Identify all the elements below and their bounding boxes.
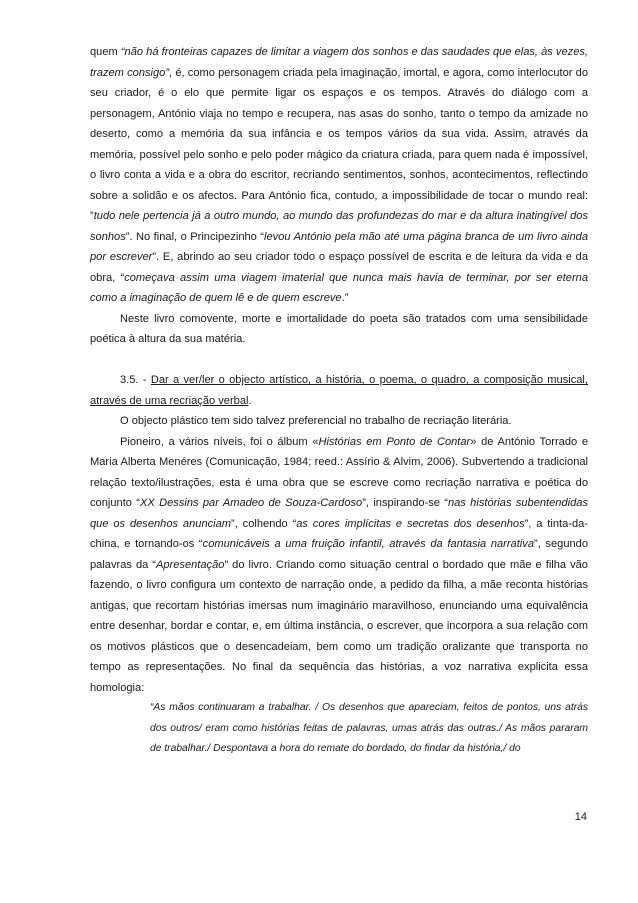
book-title: Histórias em Ponto de Contar [318,435,471,448]
paragraph: O objecto plástico tem sido talvez preferencial no trabalho de recriação literária. [120,415,512,427]
paragraph [90,432,588,699]
text-run: ”. No final, o Principezinho “ [125,230,265,243]
paragraph: Neste livro comovente, morte e imortalidade do poeta são tratados com uma sensibilidade poética à altura da sua matéria. [90,312,588,345]
italic-quote: começava assim uma viagem imaterial que nunca mais havia de terminar, por ser eterna como a imaginação de quem lê e de quem escreve [90,271,588,304]
text-run: quem [90,46,121,58]
italic-quote: XX Dessins par Amadeo de Souza-Cardoso [139,497,363,509]
page-number: 14 [574,811,587,823]
italic-quote: nas histórias subentendidas que os desenhos anunciam [90,497,588,530]
italic-quote: comunicáveis a uma fruição infantil, através da fantasia narrativa [202,538,534,550]
block-quote: “As mãos continuaram a trabalhar. / Os desenhos que apareciam, feitos de pontos, uns atrás dos outros/ eram como histórias feitas de palavras, umas atrás das outras./ As mãos pararam de trabalhar./ Despontava a hora do remate do bordado, do findar da história,/ do [150,702,588,754]
text-run: ”, colhendo “ [231,517,297,530]
text-run: » de António Torrado e Maria Alberta Menéres (Comunicação, 1984; reed.: Assírio & Alvim, 2006). Subvertendo a tradicional relação texto/ilustrações, esta é uma obra que se escreve como recriação narrativa e poética do conjunto “ [90,435,588,509]
text-run: ”. E, abrindo ao seu criador todo o espaço possível de escrita e de leitura da vida e da obra, “ [90,251,588,284]
section-title: Dar a ver/ler o objecto artístico, a história, o poema, o quadro, a composição musical, através de uma recriação verbal [90,374,588,407]
body-text [90,42,588,760]
italic-quote: tudo nele pertencia já a outro mundo, ao mundo das profundezas do mar e da altura inatingível dos sonhos [90,210,588,243]
text-run: ”, a tinta-da-china, e tornando-os “ [90,517,588,550]
text-run: Pioneiro, a vários níveis, foi o álbum « [120,435,319,448]
italic-quote: levou António pela mão até uma página branca de um livro ainda por escrever [90,230,588,263]
text-run: ”, segundo palavras da “ [90,538,588,571]
paragraph [90,42,588,309]
section-heading [90,370,588,411]
italic-quote: Apresentação [155,558,225,571]
text-run: ”, inspirando-se “ [362,497,448,509]
blank-line [90,350,588,371]
text-run: .” [341,292,349,304]
text-run: , é, como personagem criada pela imaginação, imortal, e agora, como interlocutor do seu criador, é o elo que permite ligar os espaços e os tempos. Através do diálogo com a personagem, António viaja no tempo e recupera, nas asas do sonho, tanto o tempo da amizade no deserto, como a memória da sua infância e os tempos vários da sua vida. Assim, através da memória, possível pelo sonho e pelo poder mágico da criatura criada, para quem nada é impossível, o livro conta a vida e a obra do escritor, recriando sentimentos, sonhos, acontecimentos, reflectindo sobre a solidão e os afectos. Para António fica, contudo, a impossibilidade de tocar o mundo real: ” [90,66,588,222]
text-run: ” do livro. Criando como situação central o bordado que mãe e filha vão fazendo, o livro configura um contexto de narração onde, a pedido da filha, a mãe reconta histórias antigas, que recortam histórias imersas num imaginário maravilhoso, enunciando uma equivalência entre desenhar, bordar e contar, e, em última instância, o escrever, que incorpora a sua relação com os motivos plásticos que o desencadeiam, bem como um tradição oralizante que transporta no tempo as representações. No final da sequência das histórias, a voz narrativa explicita essa homologia: [90,558,588,694]
section-number: 3.5. - [120,374,151,386]
text-run: . [248,394,252,407]
italic-quote: as cores implícitas e secretas dos desenhos [296,517,525,530]
italic-quote: “não há fronteiras capazes de limitar a viagem dos sonhos e das saudades que elas, às vezes, trazem consigo” [90,46,588,79]
